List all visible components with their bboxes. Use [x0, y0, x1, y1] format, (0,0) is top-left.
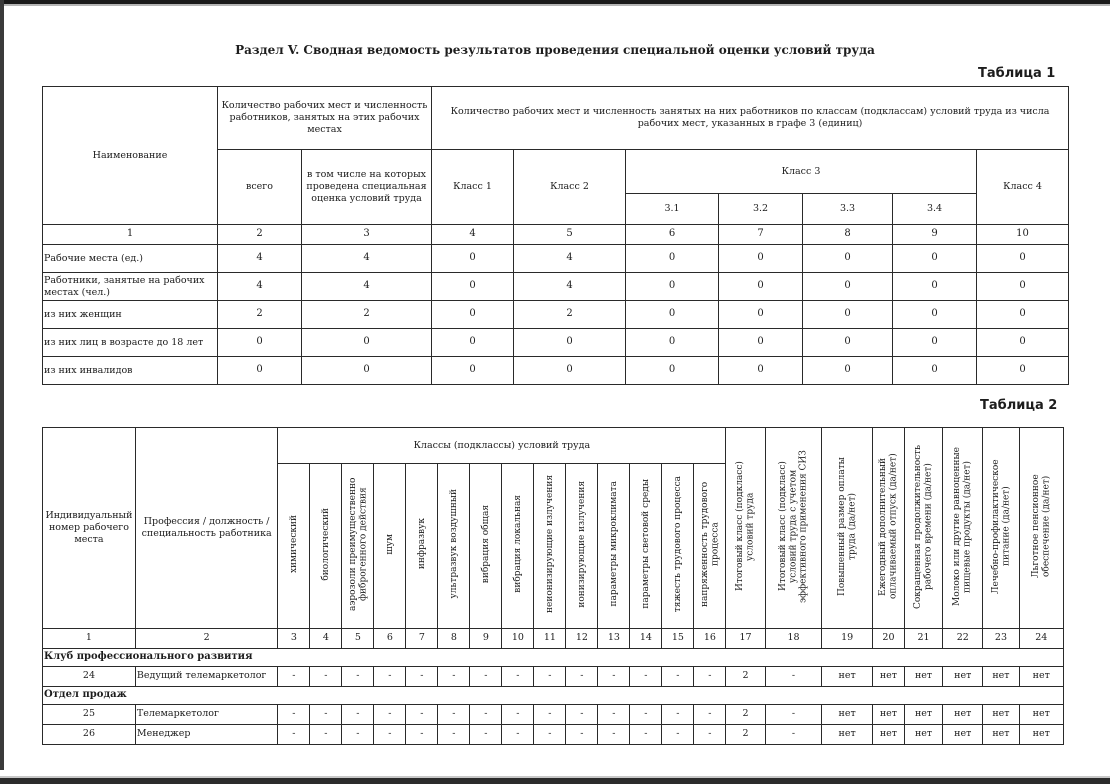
t2-cell: - [598, 724, 630, 744]
t1-cell: 0 [626, 357, 719, 385]
t2-colnum: 6 [374, 628, 406, 648]
t1-row-label: из них инвалидов [43, 357, 218, 385]
t1-colnum: 3 [302, 225, 432, 245]
t2-group-name: Клуб профессионального развития [43, 648, 1064, 666]
t1-colnum: 4 [432, 225, 514, 245]
t1-header-class1: Класс 1 [432, 150, 514, 225]
t2-cell: - [406, 666, 438, 686]
t2-row [43, 666, 1064, 686]
t2-factor-header: шум [384, 533, 395, 555]
t2-cell: - [630, 704, 662, 724]
t1-cell: 4 [514, 273, 626, 301]
t2-factor-header: биологический [320, 507, 331, 581]
t1-header-sub31: 3.1 [626, 194, 719, 225]
t1-cell: 0 [514, 329, 626, 357]
t2-cell: - [534, 724, 566, 744]
t2-cell: нет [983, 666, 1019, 686]
t2-colnum: 13 [598, 628, 630, 648]
t1-cell: 0 [719, 329, 803, 357]
summary-table [42, 86, 1069, 385]
t2-cell: - [765, 704, 822, 724]
t1-colnum: 10 [977, 225, 1069, 245]
t2-header-therapeutic-food: Лечебно-профилактическое питание (да/нет) [990, 458, 1011, 594]
t2-cell: нет [983, 704, 1019, 724]
t2-cell: нет [943, 704, 983, 724]
t2-cell: - [374, 724, 406, 744]
t2-cell: - [765, 666, 822, 686]
scan-top-edge [0, 0, 1110, 14]
t2-factor-header: параметры световой среды [640, 479, 651, 609]
t1-row-label: из них лиц в возрасте до 18 лет [43, 329, 218, 357]
t2-column-numbers [43, 628, 1064, 648]
t1-cell: 0 [803, 273, 893, 301]
t2-factor-header: параметры микроклимата [608, 481, 619, 607]
t2-cell: - [694, 724, 726, 744]
t2-cell: 2 [726, 704, 765, 724]
t1-cell: 0 [803, 329, 893, 357]
t2-cell: - [406, 704, 438, 724]
t2-cell: 2 [726, 666, 765, 686]
t2-colnum: 5 [342, 628, 374, 648]
t2-factor-header: аэрозоли преимущественно фиброгенного действия [347, 477, 368, 611]
t1-row-label: Работники, занятые на рабочих местах (чел.) [43, 273, 218, 301]
t1-colnum: 8 [803, 225, 893, 245]
t2-colnum: 23 [983, 628, 1019, 648]
t2-cell: - [310, 724, 342, 744]
t2-cell: нет [943, 724, 983, 744]
scan-left-edge [0, 0, 4, 784]
t1-cell: 2 [514, 301, 626, 329]
t2-colnum: 24 [1019, 628, 1063, 648]
t2-group-row [43, 648, 1064, 666]
t2-factor-header: ультразвук воздушный [448, 489, 459, 599]
t2-header-final-class: Итоговый класс (подкласс) условий труда [735, 461, 756, 591]
t2-colnum: 14 [630, 628, 662, 648]
t1-colnum: 7 [719, 225, 803, 245]
t1-cell: 0 [803, 301, 893, 329]
t2-header-id: Индивидуальный номер рабочего места [43, 428, 136, 629]
t1-header-class2: Класс 2 [514, 150, 626, 225]
t2-colnum: 11 [534, 628, 566, 648]
t1-cell: 0 [432, 273, 514, 301]
t1-cell: 2 [218, 301, 302, 329]
t2-cell: нет [943, 666, 983, 686]
t1-colnum: 2 [218, 225, 302, 245]
t1-cell: 0 [977, 301, 1069, 329]
t2-cell: нет [872, 724, 904, 744]
t2-cell: - [470, 704, 502, 724]
scan-bottom-edge [0, 770, 1110, 784]
t2-cell: - [278, 666, 310, 686]
t2-colnum: 15 [662, 628, 694, 648]
t1-colnum: 9 [893, 225, 977, 245]
t2-row-id: 26 [43, 724, 136, 744]
t2-cell: - [566, 724, 598, 744]
t2-cell: - [630, 724, 662, 744]
t2-colnum: 21 [904, 628, 942, 648]
t1-cell: 0 [893, 245, 977, 273]
t2-cell: нет [1019, 666, 1063, 686]
t1-colnum: 5 [514, 225, 626, 245]
t1-cell: 4 [302, 245, 432, 273]
t2-factor-header: неионизирующие излучения [544, 475, 555, 613]
t2-colnum: 8 [438, 628, 470, 648]
t1-cell: 4 [218, 245, 302, 273]
t2-cell: 2 [726, 724, 765, 744]
t2-colnum: 16 [694, 628, 726, 648]
t1-cell: 2 [302, 301, 432, 329]
t1-cell: 0 [302, 329, 432, 357]
t2-row [43, 724, 1064, 744]
t1-cell: 0 [893, 273, 977, 301]
t1-cell: 0 [977, 357, 1069, 385]
t1-cell: 0 [977, 245, 1069, 273]
t2-cell: - [278, 704, 310, 724]
t2-header-extra-leave: Ежегодный дополнительный оплачиваемый отпуск (да/нет) [878, 453, 899, 599]
t2-cell: - [662, 724, 694, 744]
t2-cell: - [342, 724, 374, 744]
t2-cell: нет [822, 704, 873, 724]
t1-cell: 0 [893, 301, 977, 329]
t2-row [43, 704, 1064, 724]
t1-header-class4: Класс 4 [977, 150, 1069, 225]
t2-cell: - [502, 666, 534, 686]
t2-cell: - [470, 724, 502, 744]
t2-row-id: 25 [43, 704, 136, 724]
t1-cell: 0 [218, 329, 302, 357]
t2-row-profession: Ведущий телемаркетолог [135, 666, 277, 686]
t1-cell: 0 [719, 301, 803, 329]
t1-cell: 0 [803, 357, 893, 385]
t2-factor-header: вибрация локальная [512, 495, 523, 593]
t1-cell: 0 [626, 273, 719, 301]
t1-cell: 0 [719, 245, 803, 273]
t2-header-milk: Молоко или другие равноценные пищевые продукты (да/нет) [952, 446, 973, 606]
t1-cell: 4 [218, 273, 302, 301]
t1-cell: 0 [977, 273, 1069, 301]
t2-header-pension: Льготное пенсионное обеспечение (да/нет) [1030, 474, 1052, 578]
t1-column-numbers [43, 225, 1069, 245]
t2-factor-header: напряженность трудового процесса [699, 481, 720, 607]
t1-header-total: всего [218, 150, 302, 225]
t2-factor-header: инфразвук [416, 518, 427, 570]
t2-factor-header: химический [288, 514, 299, 573]
t1-row [43, 245, 1069, 273]
t2-row-profession: Телемаркетолог [135, 704, 277, 724]
t2-cell: - [630, 666, 662, 686]
t1-header-count-group: Количество рабочих мест и численность работников, занятых на этих рабочих местах [218, 87, 432, 150]
table2-caption: Таблица 2 [980, 398, 1058, 413]
t2-colnum: 4 [310, 628, 342, 648]
t1-cell: 0 [302, 357, 432, 385]
t2-cell: - [765, 724, 822, 744]
t2-cell: - [502, 724, 534, 744]
t2-cell: - [566, 704, 598, 724]
t2-colnum: 20 [872, 628, 904, 648]
t1-cell: 0 [432, 329, 514, 357]
t2-cell: - [662, 666, 694, 686]
t2-colnum: 9 [470, 628, 502, 648]
t1-cell: 0 [803, 245, 893, 273]
section-title: Раздел V. Сводная ведомость результатов проведения специальной оценки условий труда [235, 43, 875, 57]
t2-colnum: 2 [135, 628, 277, 648]
t1-cell: 0 [626, 301, 719, 329]
t1-cell: 0 [719, 357, 803, 385]
t1-cell: 0 [626, 245, 719, 273]
t2-colnum: 19 [822, 628, 873, 648]
t1-cell: 0 [514, 357, 626, 385]
t2-colnum: 18 [765, 628, 822, 648]
t2-cell: - [694, 704, 726, 724]
t1-header-assessed: в том числе на которых проведена специальная оценка условий труда [302, 150, 432, 225]
t2-cell: - [374, 704, 406, 724]
t2-cell: нет [904, 704, 942, 724]
t1-cell: 4 [302, 273, 432, 301]
t2-header-final-class-siz: Итоговый класс (подкласс) условий труда с учетом эффективного применения СИЗ [777, 449, 809, 603]
t2-cell: нет [872, 704, 904, 724]
t1-header-name: Наименование [43, 87, 218, 225]
t2-cell: нет [822, 666, 873, 686]
t2-header-short-time: Сокращенная продолжительность рабочего времени (да/нет) [913, 443, 934, 609]
t1-cell: 0 [432, 357, 514, 385]
t2-cell: - [534, 704, 566, 724]
t1-colnum: 1 [43, 225, 218, 245]
t2-cell: - [438, 704, 470, 724]
t2-factor-header: ионизирующие излучения [576, 480, 587, 608]
t2-cell: - [342, 666, 374, 686]
t2-cell: - [438, 724, 470, 744]
t1-cell: 0 [218, 357, 302, 385]
t2-cell: нет [872, 666, 904, 686]
t2-group-name: Отдел продаж [43, 686, 1064, 704]
t2-cell: нет [904, 724, 942, 744]
t1-colnum: 6 [626, 225, 719, 245]
t2-cell: - [662, 704, 694, 724]
t2-cell: - [534, 666, 566, 686]
t2-cell: нет [983, 724, 1019, 744]
t2-cell: - [406, 724, 438, 744]
t2-cell: нет [904, 666, 942, 686]
t2-header-higher-pay: Повышенный размер оплаты труда (да/нет) [836, 456, 858, 596]
t2-header-profession: Профессия / должность / специальность работника [135, 428, 277, 629]
t1-row [43, 273, 1069, 301]
t2-cell: нет [822, 724, 873, 744]
t2-factor-header: вибрация общая [480, 504, 491, 584]
t2-header-classes-group: Классы (подклассы) условий труда [278, 428, 726, 464]
t1-cell: 4 [514, 245, 626, 273]
t2-cell: нет [1019, 724, 1063, 744]
t1-cell: 0 [893, 329, 977, 357]
t2-cell: - [342, 704, 374, 724]
t2-colnum: 7 [406, 628, 438, 648]
t2-colnum: 3 [278, 628, 310, 648]
table1-caption: Таблица 1 [978, 66, 1056, 81]
t2-cell: - [310, 704, 342, 724]
t2-colnum: 10 [502, 628, 534, 648]
t2-cell: - [470, 666, 502, 686]
t1-row-label: из них женщин [43, 301, 218, 329]
t1-cell: 0 [977, 329, 1069, 357]
t1-row [43, 357, 1069, 385]
t1-header-sub34: 3.4 [893, 194, 977, 225]
t2-factor-header: тяжесть трудового процесса [672, 475, 683, 613]
t2-cell: - [598, 666, 630, 686]
t1-cell: 0 [893, 357, 977, 385]
t2-cell: - [374, 666, 406, 686]
t1-cell: 0 [626, 329, 719, 357]
t1-header-classes-group: Количество рабочих мест и численность занятых на них работников по классам (подклассам) условий труда из числа рабочих мест, указанных в графе 3 (единиц) [432, 87, 1069, 150]
t1-header-sub32: 3.2 [719, 194, 803, 225]
t2-row-profession: Менеджер [135, 724, 277, 744]
t2-colnum: 17 [726, 628, 765, 648]
t1-row [43, 329, 1069, 357]
t1-cell: 0 [432, 245, 514, 273]
t2-cell: - [598, 704, 630, 724]
t1-row-label: Рабочие места (ед.) [43, 245, 218, 273]
t2-row-id: 24 [43, 666, 136, 686]
t1-cell: 0 [719, 273, 803, 301]
t1-header-sub33: 3.3 [803, 194, 893, 225]
t2-cell: - [278, 724, 310, 744]
t1-header-class3: Класс 3 [626, 150, 977, 194]
t2-cell: - [310, 666, 342, 686]
t2-colnum: 1 [43, 628, 136, 648]
workplaces-table [42, 427, 1064, 745]
t2-group-row [43, 686, 1064, 704]
t2-cell: - [566, 666, 598, 686]
t2-cell: нет [1019, 704, 1063, 724]
t2-colnum: 22 [943, 628, 983, 648]
t2-cell: - [438, 666, 470, 686]
t1-cell: 0 [432, 301, 514, 329]
t2-cell: - [694, 666, 726, 686]
t2-cell: - [502, 704, 534, 724]
t2-colnum: 12 [566, 628, 598, 648]
t1-row [43, 301, 1069, 329]
